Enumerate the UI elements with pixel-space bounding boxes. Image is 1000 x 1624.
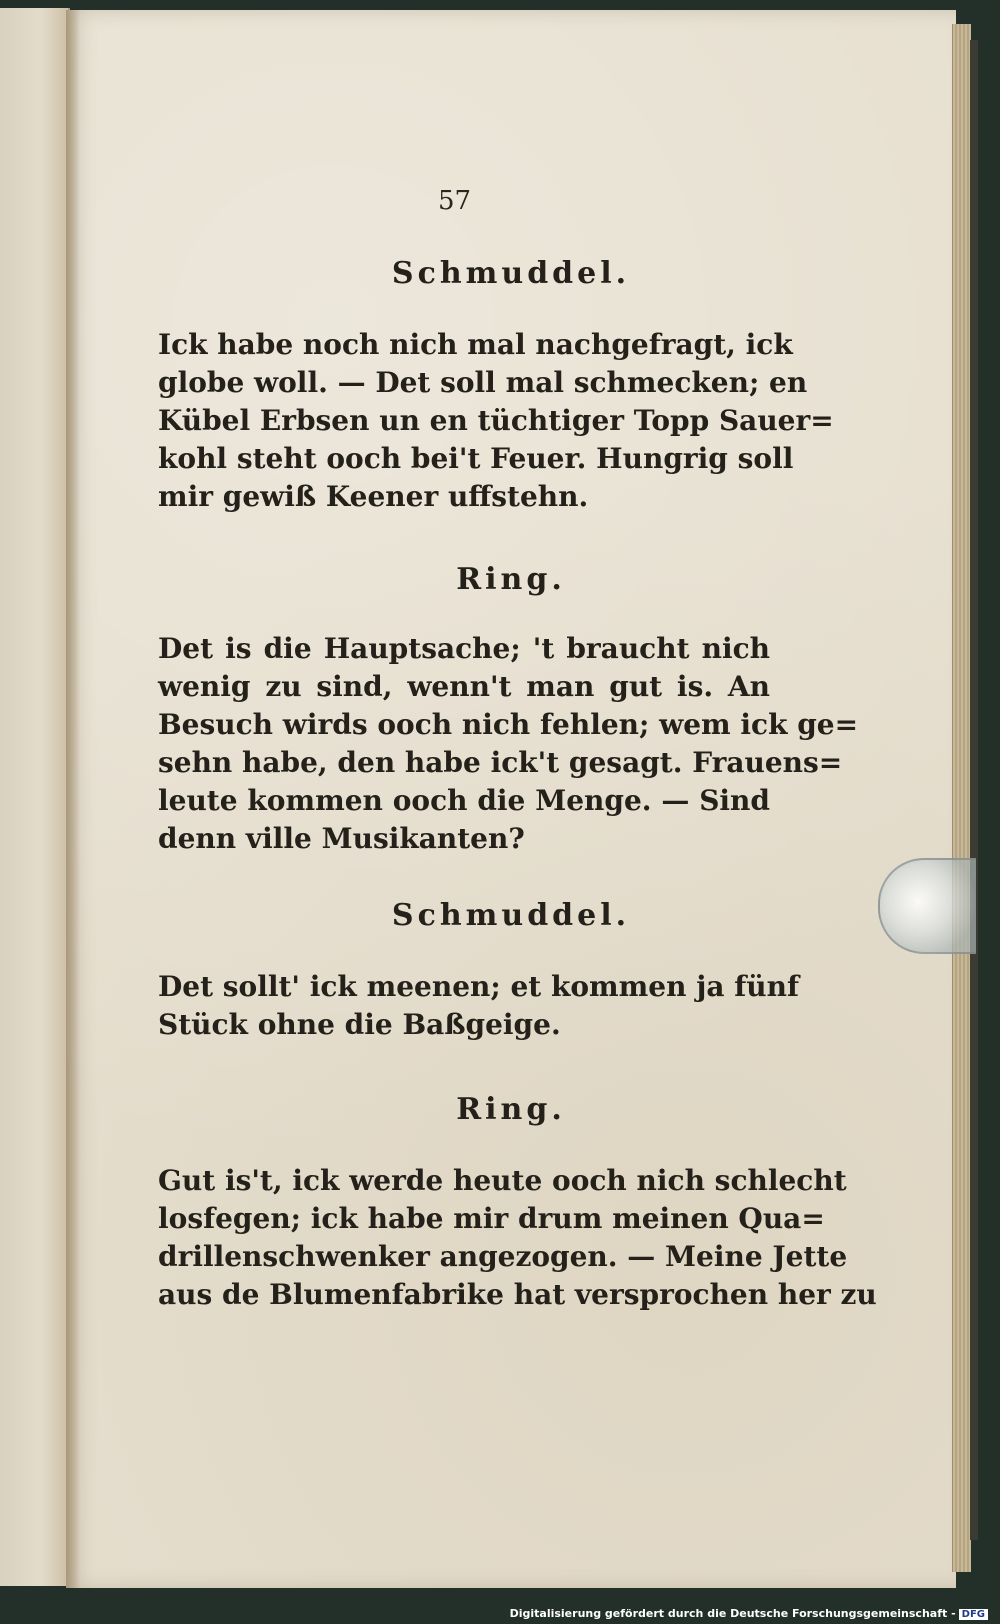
text-line: aus de Blumenfabrike hat versprochen her zu: [158, 1278, 877, 1311]
text-line: kohl steht ooch bei't Feuer. Hungrig soll: [158, 442, 794, 475]
page-content: [66, 10, 956, 1588]
left-page-edge: [0, 8, 70, 1586]
dialogue-paragraph: [158, 1162, 877, 1314]
text-line: Kübel Erbsen un en tüchtiger Topp Sauer=: [158, 404, 834, 437]
text-line: sehn habe, den habe ick't gesagt. Frauens=: [158, 746, 843, 779]
text-line: wenig zu sind, wenn't man gut is. An: [158, 670, 770, 703]
dialogue-paragraph: [158, 326, 834, 516]
text-line: losfegen; ick habe mir drum meinen Qua=: [158, 1202, 825, 1235]
text-line: Stück ohne die Baßgeige.: [158, 1008, 561, 1041]
dfg-logo: DFG: [959, 1609, 988, 1620]
text-line: leute kommen ooch die Menge. — Sind: [158, 784, 770, 817]
speaker-heading: Schmuddel.: [391, 256, 631, 291]
page-number: 57: [438, 186, 472, 216]
book-cover-edge: [970, 40, 978, 1540]
speaker-heading: Ring.: [456, 562, 566, 597]
text-line: denn ville Musikanten?: [158, 822, 525, 855]
text-line: mir gewiß Keener uffstehn.: [158, 480, 589, 513]
text-line: drillenschwenker angezogen. — Meine Jette: [158, 1240, 848, 1273]
text-line: Det sollt' ick meenen; et kommen ja fünf: [158, 970, 800, 1003]
footer-text: Digitalisierung gefördert durch die Deutsche Forschungsgemeinschaft -: [509, 1607, 956, 1620]
text-line: Det is die Hauptsache; 't braucht nich: [158, 632, 770, 665]
speaker-heading: Schmuddel.: [391, 898, 631, 933]
text-line: Besuch wirds ooch nich fehlen; wem ick ge=: [158, 708, 859, 741]
dialogue-paragraph: [158, 630, 859, 858]
speaker-heading: Ring.: [456, 1092, 566, 1127]
text-line: Gut is't, ick werde heute ooch nich schlecht: [158, 1164, 847, 1197]
dialogue-paragraph: [158, 968, 800, 1044]
text-line: globe woll. — Det soll mal schmecken; en: [158, 366, 808, 399]
digitization-footer: [510, 1607, 988, 1620]
text-line: Ick habe noch nich mal nachgefragt, ick: [158, 328, 793, 361]
